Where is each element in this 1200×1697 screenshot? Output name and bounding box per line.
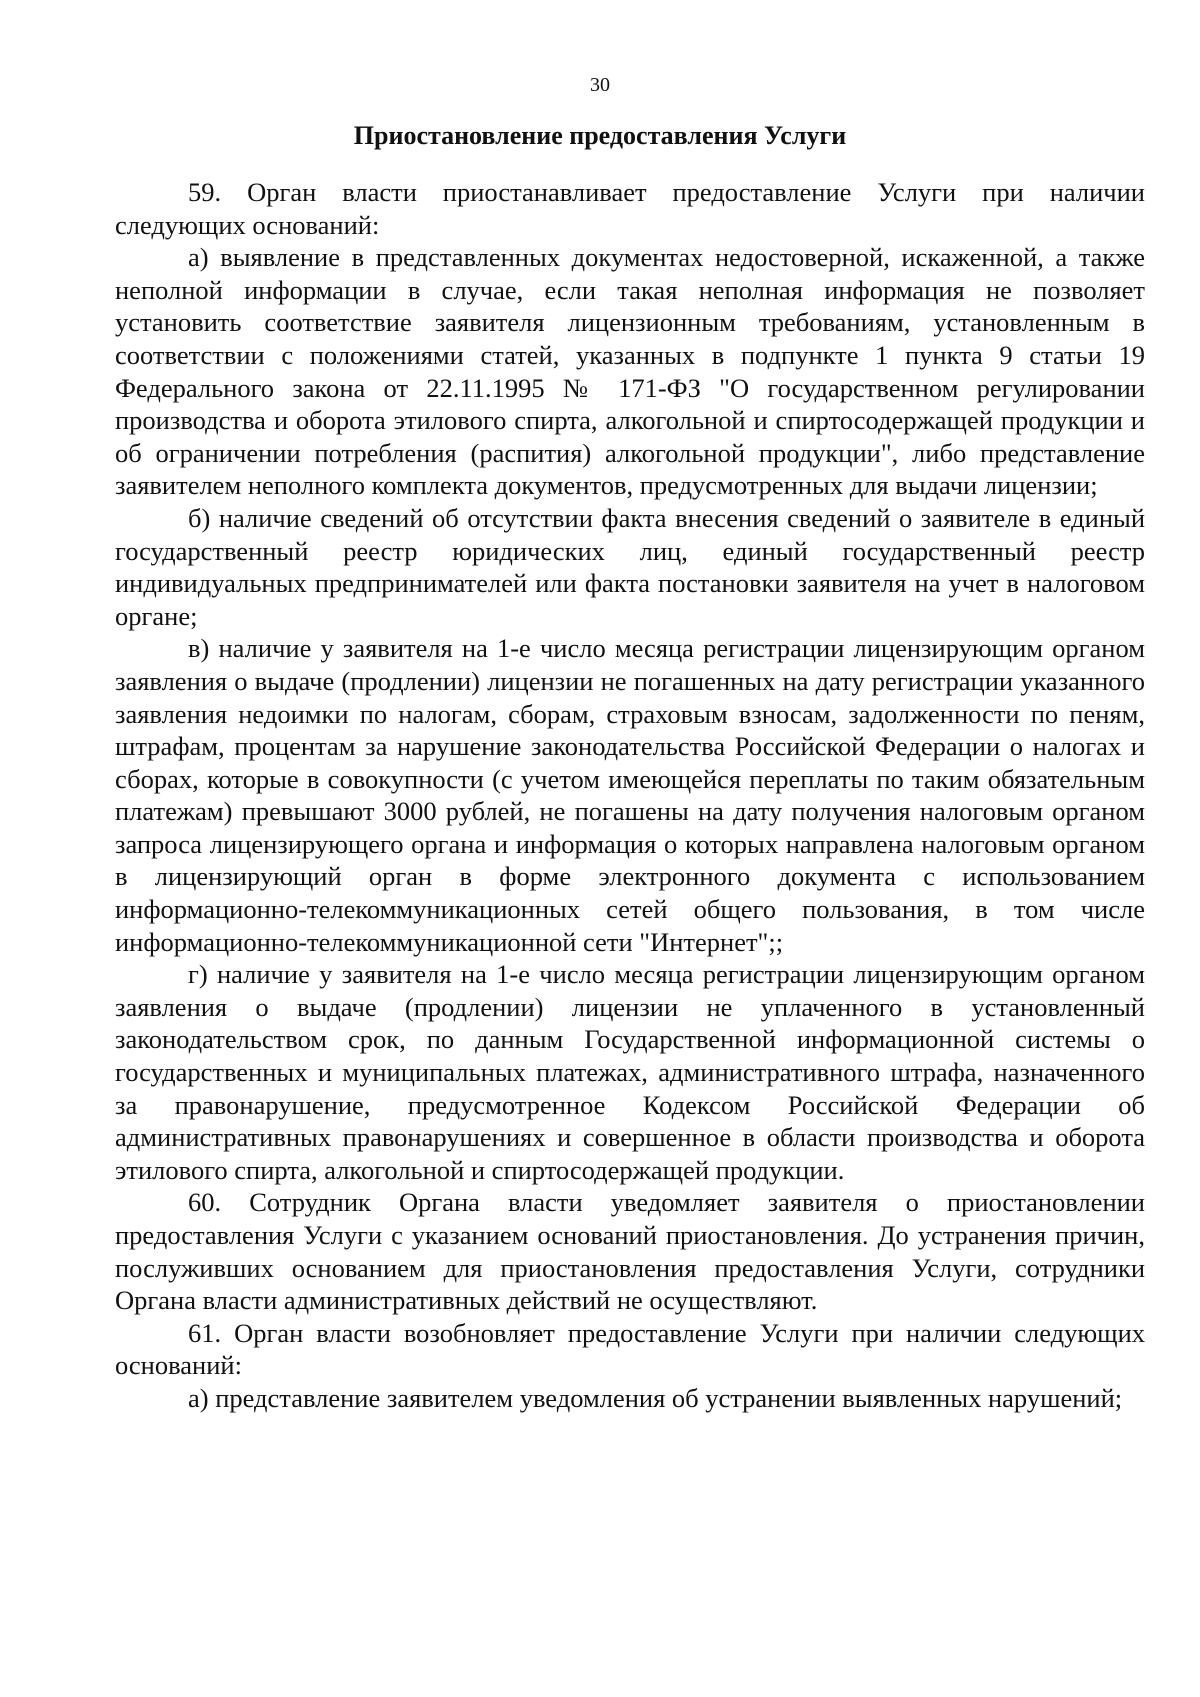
paragraph-59-g: г) наличие у заявителя на 1-е число месяца регистрации лицензирующим органом заявления о выдаче (продлении) лицензии не уплаченного в установленный законодательством срок, по данным Государственной информационной системы о государственных и муниципальных платежах, административного штрафа, назначенного за правонарушение, предусмотренное Кодексом Российской Федерации об административных правонарушениях и совершенное в области производства и оборота этилового спирта, алкогольной и спиртосодержащей продукции. — [115, 959, 1145, 1185]
paragraph-59-v: в) наличие у заявителя на 1-е число месяца регистрации лицензирующим органом заявления о выдаче (продлении) лицензии не погашенных на дату регистрации указанного заявления недоимки по налогам, сборам, страховым взносам, задолженности по пеням, штрафам, процентам за нарушение законодательства Российской Федерации о налогах и сборах, которые в совокупности (с учетом имеющейся переплаты по таким обязательным платежам) превышают 3000 рублей, не погашены на дату получения налоговым органом запроса лицензирующего органа и информация о которых направлена налоговым органом в лицензирующий орган в форме электронного документа с использованием информационно-телекоммуникационных сетей общего пользования, в том числе информационно-телекоммуникационной сети "Интернет";; — [115, 633, 1145, 957]
document-body — [115, 176, 1145, 1415]
paragraph-61: 61. Орган власти возобновляет предоставление Услуги при наличии следующих оснований: — [115, 1317, 1145, 1381]
paragraph-59-a: а) выявление в представленных документах недостоверной, искаженной, а также неполной информации в случае, если такая неполная информация не позволяет установить соответствие заявителя лицензионным требованиям, установленным в соответствии с положениями статей, указанных в подпункте 1 пункта 9 статьи 19 Федерального закона от 22.11.1995 № 171-ФЗ "О государственном регулировании производства и оборота этилового спирта, алкогольной и спиртосодержащей продукции и об ограничении потребления (распития) алкогольной продукции", либо представление заявителем неполного комплекта документов, предусмотренных для выдачи лицензии; — [115, 242, 1145, 501]
section-title: Приостановление предоставления Услуги — [353, 121, 847, 150]
paragraph-59: 59. Орган власти приостанавливает предоставление Услуги при наличии следующих оснований: — [115, 177, 1145, 240]
page-number: 30 — [590, 74, 610, 96]
paragraph-60: 60. Сотрудник Органа власти уведомляет заявителя о приостановлении предоставления Услуги с указанием оснований приостановления. До устранения причин, послуживших основанием для приостановления предоставления Услуги, сотрудники Органа власти административных действий не осуществляют. — [115, 1187, 1145, 1316]
paragraph-59-b: б) наличие сведений об отсутствии факта внесения сведений о заявителе в единый государственный реестр юридических лиц, единый государственный реестр индивидуальных предпринимателей или факта постановки заявителя на учет в налоговом органе; — [115, 502, 1145, 631]
paragraph-61-a: а) представление заявителем уведомления об устранении выявленных нарушений; — [188, 1382, 1123, 1413]
